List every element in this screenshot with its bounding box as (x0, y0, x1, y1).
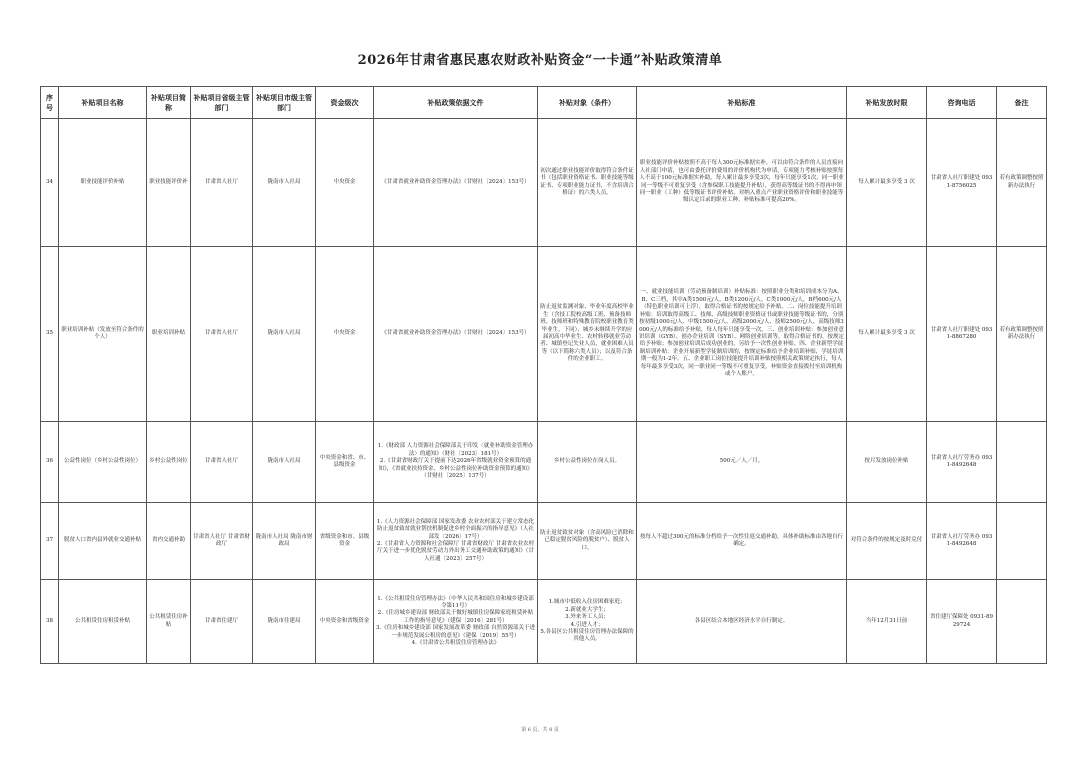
cell-target: 防止返贫监测对象、毕业年度高校毕业生（含技工院校高级工班、预备技师班、技师班和特殊教育院校职业教育类毕业生，下同）、城乡未继续升学的应届初高中毕业生、农村转移就业劳动者、城镇登记失业人员，就业困难人员等（以下简称六类人员）；以及符合条件的企业职工。 (538, 247, 637, 422)
cell-standard: 各县区结合本地区经济水平自行制定。 (637, 580, 847, 664)
cell-no: 38 (41, 580, 59, 664)
cell-phone: 省住建厅保障处 0931-8929724 (927, 580, 997, 664)
cell-city-dept: 陇南市人社局 (253, 119, 316, 247)
cell-period: 按月发放岗位补贴 (847, 422, 927, 503)
cell-prov-dept: 甘肃省人社厅 (191, 247, 253, 422)
cell-name: 公益性岗位（乡村公益性岗位） (59, 422, 147, 503)
cell-note: 若有政策调整按照新办法执行 (997, 247, 1047, 422)
cell-fund-level: 中央资金和省级资金 (316, 580, 374, 664)
cell-phone: 甘肃省人社厅职建处 0931-8867280 (927, 247, 997, 422)
cell-name: 职业培训补贴（发放至符合条件的个人） (59, 247, 147, 422)
header-prov-dept: 补贴项目省级主管部门 (191, 87, 253, 119)
page-number: 第 6 页，共 8 页 (521, 727, 559, 733)
table-row (41, 247, 1047, 422)
cell-note (997, 422, 1047, 503)
cell-target: 乡村公益性岗位在岗人员。 (538, 422, 637, 503)
table-row (41, 580, 1047, 664)
cell-target: 初次通过职业技能评价取得符合条件证书（包括职业资格证书、职业技能等级证书、专项职业能力证书，不含培训合格证）的六类人员。 (538, 119, 637, 247)
cell-city-dept: 陇南市住建局 (253, 580, 316, 664)
cell-prov-dept: 甘肃省住建厅 (191, 580, 253, 664)
cell-city-dept: 陇南市人社局 (253, 422, 316, 503)
cell-basis: 1.《财政部 人力资源社会保障部关于印发〈就业补助资金管理办法〉的通知》（财社〔2023〕181号） 2.《甘肃省财政厅关于提前下达2026年省级就业资金预算的通知》，《省就业扶持资金、乡村公益性岗位补助资金预算的通知》（甘财社〔2025〕137号） (374, 422, 538, 503)
cell-basis: 1.《人力资源社会保障部 国家发改委 农业农村部关于建立常态化防止返贫致贫就业帮扶机制促进乡村全面振兴的指导意见》（人社部发〔2026〕17号） 2.《甘肃省人力资源和社会保障厅 甘肃省财政厅 甘肃省农业农村厅关于进一步优化脱贫劳动力外出务工交通补助政策的通知》（甘人社通〔2023〕257号） (374, 503, 538, 580)
cell-note (997, 580, 1047, 664)
cell-target: 防止返贫致贫对象（含高风险已消除和已稳定脱贫风险的脱贫户）、脱贫人口。 (538, 503, 637, 580)
cell-period: 每人累计最多享受 3 次 (847, 119, 927, 247)
cell-short: 职业技能评价补 (147, 119, 191, 247)
cell-no: 37 (41, 503, 59, 580)
cell-name: 脱贫人口省内县外就业交通补贴 (59, 503, 147, 580)
cell-no: 35 (41, 247, 59, 422)
header-phone: 咨询电话 (927, 87, 997, 119)
cell-short: 公共租赁住房补贴 (147, 580, 191, 664)
cell-short: 乡村公益性岗位 (147, 422, 191, 503)
cell-short: 职业培训补贴 (147, 247, 191, 422)
cell-standard: 500元／人／月。 (637, 422, 847, 503)
cell-fund-level: 省级资金和市、县级资金 (316, 503, 374, 580)
header-note: 备注 (997, 87, 1047, 119)
header-no: 序号 (41, 87, 59, 119)
header-target: 补贴对象（条件） (538, 87, 637, 119)
header-fund-level: 资金级次 (316, 87, 374, 119)
cell-target: 1.城市中低收入住房困难家庭； 2.新就业大学生； 3.外来务工人员； 4.引进人才； 5.各县区公共租赁住房管理办法保障的其他人员。 (538, 580, 637, 664)
cell-name: 公共租赁住房租赁补贴 (59, 580, 147, 664)
cell-note: 若有政策调整按照新办法执行 (997, 119, 1047, 247)
header-basis: 补贴政策依据文件 (374, 87, 538, 119)
header-city-dept: 补贴项目市级主管部门 (253, 87, 316, 119)
cell-no: 36 (41, 422, 59, 503)
cell-basis: 《甘肃省就业补助资金管理办法》（甘财社〔2024〕153号） (374, 119, 538, 247)
cell-fund-level: 中央资金 (316, 247, 374, 422)
cell-no: 34 (41, 119, 59, 247)
cell-prov-dept: 甘肃省人社厅 (191, 422, 253, 503)
header-period: 补贴发放时限 (847, 87, 927, 119)
cell-note (997, 503, 1047, 580)
cell-period: 对符合条件的按规定及时兑付 (847, 503, 927, 580)
table-row (41, 503, 1047, 580)
cell-basis: 《甘肃省就业补助资金管理办法》（甘财社〔2024〕153号） (374, 247, 538, 422)
cell-phone: 甘肃省人社厅职建处 0931-8756025 (927, 119, 997, 247)
cell-prov-dept: 甘肃省人社厅 甘肃省财政厅 (191, 503, 253, 580)
cell-city-dept: 陇南市人社局 (253, 247, 316, 422)
cell-fund-level: 中央资金 (316, 119, 374, 247)
cell-basis: 1.《公共租赁住房管理办法》（中华人民共和国住房和城乡建设部令第11号） 2.《住房城乡建设部 财政部关于做好城镇住房保障家庭租赁补贴工作的指导意见》（建保〔2016〕281号） 3.《住房和城乡建设部 国家发展改革委 财政部 自然资源部关于进一步规范发展公租房的意见》（建保〔2019〕55号） 4.《甘肃省公共租赁住房管理办法》 (374, 580, 538, 664)
cell-fund-level: 中央资金和省、市、县级资金 (316, 422, 374, 503)
cell-prov-dept: 甘肃省人社厅 (191, 119, 253, 247)
table-row (41, 422, 1047, 503)
cell-short: 省内交通补助 (147, 503, 191, 580)
cell-city-dept: 陇南市人社局 陇南市财政局 (253, 503, 316, 580)
header-standard: 补贴标准 (637, 87, 847, 119)
document-title: 2026年甘肃省惠民惠农财政补贴资金“一卡通”补贴政策清单 (357, 53, 723, 68)
header-name: 补贴项目名称 (59, 87, 147, 119)
cell-standard: 职业技能评价补贴按照不高于每人300元标准据实补，可以由符合条件的人员直接向人社部门申请，也可由委托评价费用的评价机构代为申请，专项能力考核补贴按照每人不高于100元标准据实补助。每人累计最多享受3次，每年只能享受1次，同一职业同一等级不可重复享受（含参保职工技能提升补贴），获得高等级证书的不得再申领同一职业（工种）低等级证书评价补贴。对纳入重点产业职业资格评价和职业技能等级认定目录的职业工种，补贴标准可提高20%。 (637, 119, 847, 247)
cell-period: 每人累计最多享受 3 次 (847, 247, 927, 422)
table-header-row (41, 87, 1047, 119)
cell-standard: 按每人不超过300元的标准分档给予一次性往返交通补助，具体补助标准由各地自行确定。 (637, 503, 847, 580)
cell-name: 职业技能评价补贴 (59, 119, 147, 247)
subsidy-policy-table (40, 86, 1047, 664)
table-row (41, 119, 1047, 247)
cell-standard: 一、就业技能培训（劳动预备制培训）补贴标准：按照职业分类和培训成本分为A、B、C三档，其中A类1500元/人、B类1200元/人、C类1000元/人，B档600元/人（特色职业培训可上浮），取得合格证书的按规定给予补贴。二、岗位技能提升培训补贴：培训取得高级工、技师、高级技师职业资格证书或职业技能等级证书的，分别按初级1000元/人、中级1500元/人、高级2000元/人、技师2500元/人、高级技师3000元/人的标准给予补贴，每人每年只能享受一次。三、创业培训补贴：参加创业意识培训（GYB）、创办企业培训（SYB）、网络创业培训等，取得合格证书的，按规定给予补贴；参加创业培训后成功创业的，另给予一次性创业补贴。四、企业新型学徒制培训补贴：企业开展新型学徒制培训的，按规定标准给予企业培训补贴，学徒培训期一般为1-2年。五、企业职工岗位技能提升培训补贴按照相关政策规定执行，每人每年最多享受3次，同一职业同一等级不可重复享受，补贴资金直接拨付至培训机构或个人账户。 (637, 247, 847, 422)
cell-phone: 甘肃省人社厅劳务办 0931-8492648 (927, 503, 997, 580)
cell-period: 当年12月31日前 (847, 580, 927, 664)
cell-phone: 甘肃省人社厅劳务办 0931-8492648 (927, 422, 997, 503)
header-short: 补贴项目简称 (147, 87, 191, 119)
